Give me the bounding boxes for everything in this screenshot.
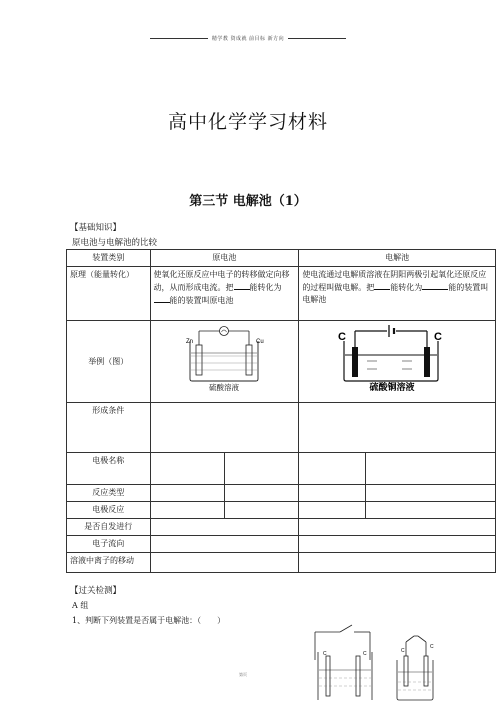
carbon-label: C	[430, 644, 434, 650]
group-label: A 组	[72, 601, 89, 610]
answer-cell[interactable]	[299, 502, 366, 519]
row-label-spontaneous: 是否自发进行	[67, 519, 151, 536]
answer-cell[interactable]	[299, 536, 496, 553]
comparison-table	[66, 249, 496, 573]
carbon-electrode-left	[352, 347, 358, 377]
answer-cell[interactable]	[366, 485, 496, 502]
fill-blank[interactable]	[154, 294, 170, 303]
answer-cell[interactable]	[299, 403, 496, 453]
answer-cell[interactable]	[150, 502, 225, 519]
carbon-label-left: C	[338, 331, 347, 343]
answer-cell[interactable]	[150, 485, 225, 502]
carbon-label: C	[401, 648, 405, 654]
galvanic-figure-cell	[150, 321, 299, 403]
switch-icon	[340, 625, 352, 632]
header-rule-left	[150, 38, 208, 39]
row-label-formation: 形成条件	[67, 403, 151, 453]
electrode	[424, 656, 428, 686]
answer-cell[interactable]	[299, 519, 496, 536]
row-label-ion-migration: 溶液中离子的移动	[67, 553, 151, 573]
row-label-reaction-type: 反应类型	[67, 485, 151, 502]
header-rule-right	[288, 38, 346, 39]
answer-cell[interactable]	[150, 519, 299, 536]
example-label: 举例（图）	[67, 321, 151, 403]
cu-label: Cu	[256, 339, 265, 345]
answer-cell[interactable]	[150, 403, 299, 453]
answer-cell[interactable]	[366, 502, 496, 519]
comparison-label: 原电池与电解池的比较	[72, 238, 158, 248]
carbon-label: C	[363, 651, 367, 657]
question-1: 1、判断下列装置是否属于电解池：（ ）	[72, 616, 226, 625]
fill-blank[interactable]	[374, 281, 390, 290]
answer-cell[interactable]	[299, 485, 366, 502]
answer-cell[interactable]	[366, 453, 496, 485]
header-cell-electrolytic: 电解池	[299, 250, 496, 267]
answer-cell[interactable]	[225, 453, 299, 485]
electrolytic-principle: 使电流通过电解质溶液在阴阳两极引起氧化还原反应的过程叫做电解。把 能转化为 能的装置叫电解池	[299, 267, 496, 321]
answer-cell[interactable]	[150, 553, 299, 573]
answer-cell[interactable]	[299, 453, 366, 485]
header-caption: 精学教 资成就 前目标 新方向	[211, 36, 285, 42]
beaker	[344, 341, 438, 381]
principle-label: 原理（能量转化）	[67, 267, 151, 321]
answer-cell[interactable]	[225, 485, 299, 502]
row-label-electron-flow: 电子流向	[67, 536, 151, 553]
section-title: 第三节 电解池（1）	[189, 194, 307, 209]
answer-cell[interactable]	[150, 453, 225, 485]
zn-label: Zn	[186, 339, 194, 345]
carbon-label-right: C	[434, 331, 443, 343]
basic-knowledge-label: 【基础知识】	[70, 223, 122, 233]
electrode	[404, 656, 408, 686]
row-label-electrode-reaction: 电极反应	[67, 502, 151, 519]
check-label: 【过关检测】	[70, 586, 122, 596]
electrode	[326, 656, 330, 696]
carbon-label: C	[323, 651, 327, 657]
row-label-electrode-name: 电极名称	[67, 453, 151, 485]
question-1-diagram	[300, 622, 450, 702]
fill-blank[interactable]	[234, 281, 250, 290]
page-header	[0, 35, 496, 42]
galvanic-solution-label: 硫酸溶液	[209, 383, 240, 391]
answer-cell[interactable]	[299, 553, 496, 573]
electrolytic-figure-cell	[299, 321, 496, 403]
galvanometer-icon	[220, 327, 229, 336]
fill-blank[interactable]	[422, 281, 448, 290]
carbon-electrode-right	[424, 347, 430, 377]
page-footer: 第页	[239, 672, 247, 677]
answer-cell[interactable]	[225, 502, 299, 519]
answer-cell[interactable]	[150, 536, 299, 553]
galvanic-cell-diagram	[164, 323, 284, 391]
header-cell-type: 装置类别	[67, 250, 151, 267]
zn-electrode	[196, 345, 202, 375]
electrolytic-solution-label: 硫酸铜溶液	[369, 383, 415, 391]
cu-electrode	[246, 345, 252, 375]
galvanic-principle: 使氧化还原反应中电子的转移做定向移动，从而形成电流。把 能转化为能的装置叫原电池	[150, 267, 299, 321]
electrode	[356, 656, 360, 696]
electrolytic-cell-diagram	[322, 323, 472, 391]
header-cell-galvanic: 原电池	[150, 250, 299, 267]
document-title: 高中化学学习材料	[167, 111, 328, 133]
